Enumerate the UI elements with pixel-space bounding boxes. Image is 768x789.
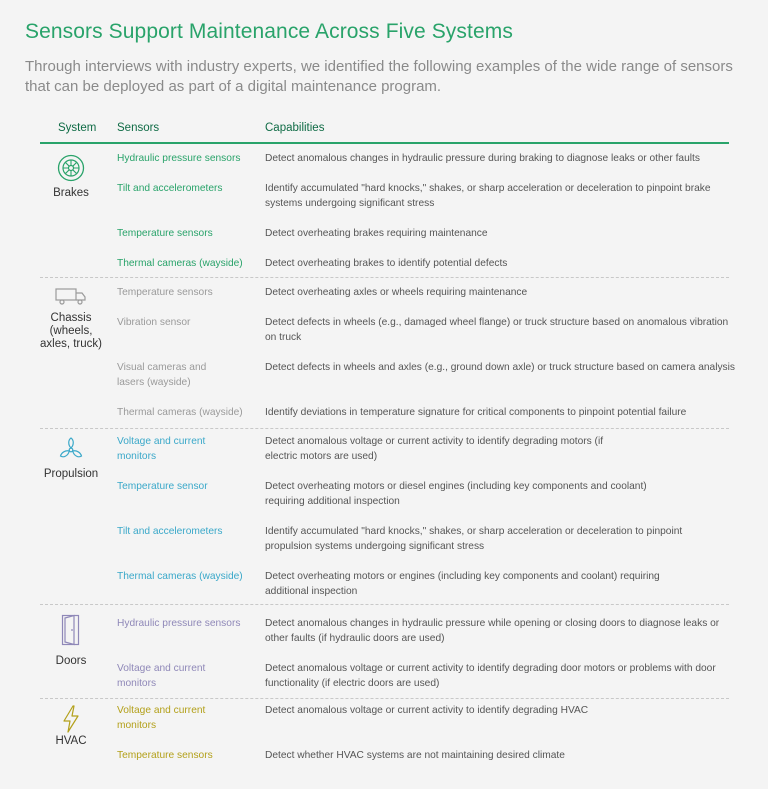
capability-hvac-1: Detect anomalous voltage or current activity to identify degrading HVAC (265, 705, 589, 716)
sensor-brakes-3: Temperature sensors (117, 228, 213, 239)
sensor-doors-2: Voltage and current monitors (117, 663, 206, 689)
sensor-brakes-4: Thermal cameras (wayside) (117, 258, 243, 269)
capability-propulsion-3: Identify accumulated "hard knocks," shakes, or sharp acceleration or deceleration to pinpoint propulsion systems undergoing significant stress (265, 526, 683, 552)
truck-icon (55, 287, 87, 305)
sensor-chassis-4: Thermal cameras (wayside) (117, 407, 243, 418)
section-divider (40, 698, 729, 699)
capability-hvac-2: Detect whether HVAC systems are not maintaining desired climate (265, 750, 565, 761)
section-divider (40, 604, 729, 605)
sensor-chassis-1: Temperature sensors (117, 287, 213, 298)
system-label-brakes: Brakes (53, 187, 89, 199)
capability-chassis-1: Detect overheating axles or wheels requiring maintenance (265, 287, 528, 298)
capability-propulsion-4: Detect overheating motors or engines (including key components and coolant) requiring additional inspection (265, 571, 660, 597)
capability-brakes-4: Detect overheating brakes to identify potential defects (265, 258, 508, 269)
capability-propulsion-2: Detect overheating motors or diesel engines (including key components and coolant) requiring additional inspection (265, 481, 647, 507)
capability-brakes-1: Detect anomalous changes in hydraulic pressure during braking to diagnose leaks or other faults (265, 153, 700, 164)
capability-doors-1: Detect anomalous changes in hydraulic pressure while opening or closing doors to diagnose leaks or other faults (if hydraulic doors are used) (265, 618, 720, 644)
capability-brakes-2: Identify accumulated "hard knocks," shakes, or sharp acceleration or deceleration to pinpoint brake systems undergoing significant stress (265, 183, 711, 209)
page-title: Sensors Support Maintenance Across Five Systems (25, 20, 513, 43)
sensor-propulsion-3: Tilt and accelerometers (117, 526, 223, 537)
capability-doors-2: Detect anomalous voltage or current activity to identify degrading door motors or problems with door functionality (if electric doors are used) (265, 663, 716, 689)
capability-chassis-2: Detect defects in wheels (e.g., damaged wheel flange) or truck structure based on anomalous vibration on truck (265, 317, 729, 343)
capability-propulsion-1: Detect anomalous voltage or current activity to identify degrading motors (if electric motors are used) (265, 436, 604, 462)
sensor-brakes-1: Hydraulic pressure sensors (117, 153, 241, 164)
sensor-doors-1: Hydraulic pressure sensors (117, 618, 241, 629)
system-label-doors: Doors (55, 655, 87, 667)
door-icon (61, 614, 81, 646)
header-capabilities: Capabilities (265, 122, 325, 134)
sensor-propulsion-4: Thermal cameras (wayside) (117, 571, 243, 582)
capability-chassis-4: Identify deviations in temperature signature for critical components to pinpoint potential failure (265, 407, 687, 418)
page-subtitle: Through interviews with industry experts, we identified the following examples of the wide range of sensors that can be deployed as part of a digital maintenance program. (25, 58, 733, 95)
brake-disc-icon (57, 154, 85, 182)
sensor-propulsion-2: Temperature sensor (117, 481, 208, 492)
system-label-hvac: HVAC (55, 735, 87, 747)
header-sensors: Sensors (117, 122, 160, 134)
capability-brakes-3: Detect overheating brakes requiring maintenance (265, 228, 488, 239)
sensor-hvac-1: Voltage and current monitors (117, 705, 206, 731)
sensor-hvac-2: Temperature sensors (117, 750, 213, 761)
sensor-chassis-3: Visual cameras and lasers (wayside) (117, 362, 207, 388)
lightning-icon (61, 705, 81, 733)
section-divider (40, 428, 729, 429)
section-divider (40, 277, 729, 278)
header-system: System (58, 122, 97, 134)
system-label-chassis: Chassis (wheels, axles, truck) (40, 312, 102, 350)
capability-chassis-3: Detect defects in wheels and axles (e.g., ground down axle) or truck structure based on camera analysis (265, 362, 735, 373)
sensor-propulsion-1: Voltage and current monitors (117, 436, 206, 462)
sensor-chassis-2: Vibration sensor (117, 317, 191, 328)
system-label-propulsion: Propulsion (43, 468, 99, 480)
sensor-brakes-2: Tilt and accelerometers (117, 183, 223, 194)
propeller-icon (58, 437, 84, 463)
header-rule (40, 142, 729, 144)
